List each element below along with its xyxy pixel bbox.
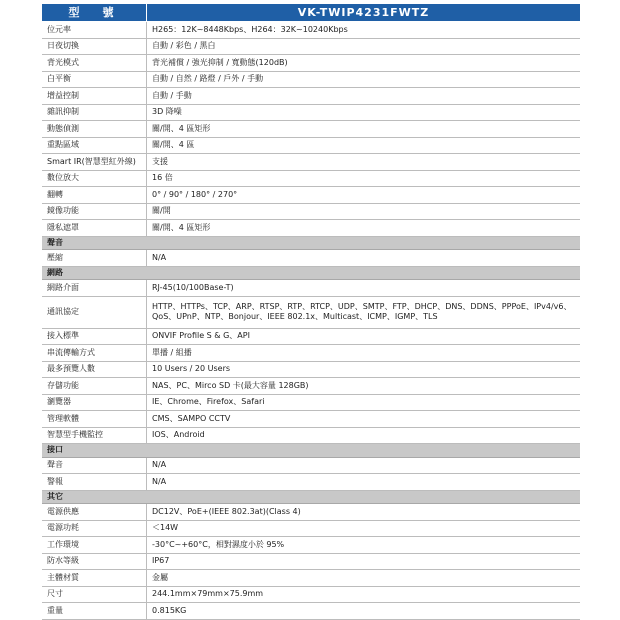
spec-label: 最多預覽人數: [42, 361, 147, 378]
spec-label: 接入標準: [42, 328, 147, 345]
spec-value: N/A: [147, 250, 581, 267]
header-row: [42, 4, 580, 22]
spec-label: 工作環境: [42, 537, 147, 554]
spec-row: [42, 394, 580, 411]
spec-label: 背光模式: [42, 55, 147, 72]
spec-label: 管理軟體: [42, 411, 147, 428]
spec-label: 增益控制: [42, 88, 147, 105]
spec-label: 尺寸: [42, 586, 147, 603]
spec-value: -30°C~+60°C，相對濕度小於 95%: [147, 537, 581, 554]
spec-value: 關/開: [147, 203, 581, 220]
spec-row: [42, 474, 580, 491]
spec-value: 金屬: [147, 570, 581, 587]
spec-row: [42, 504, 580, 521]
section-header: [42, 236, 580, 250]
spec-row: [42, 328, 580, 345]
spec-value: DC12V、PoE+(IEEE 802.3at)(Class 4): [147, 504, 581, 521]
spec-row: [42, 537, 580, 554]
spec-row: [42, 345, 580, 362]
section-title: 聲音: [42, 236, 580, 250]
spec-label: 壓縮: [42, 250, 147, 267]
spec-row: [42, 570, 580, 587]
spec-value: 支援: [147, 154, 581, 171]
spec-label: 位元率: [42, 22, 147, 39]
spec-value: 16 倍: [147, 170, 581, 187]
spec-value: 自動 / 彩色 / 黑白: [147, 38, 581, 55]
spec-label: 瀏覽器: [42, 394, 147, 411]
spec-row: [42, 378, 580, 395]
spec-row: [42, 203, 580, 220]
spec-label: 重點區域: [42, 137, 147, 154]
header-label: 型 號: [42, 4, 147, 22]
spec-value: ＜14W: [147, 520, 581, 537]
spec-value: 自動 / 手動: [147, 88, 581, 105]
spec-label: 雜訊抑制: [42, 104, 147, 121]
spec-value: CMS、SAMPO CCTV: [147, 411, 581, 428]
spec-row: [42, 88, 580, 105]
section-header: [42, 490, 580, 504]
spec-row: [42, 411, 580, 428]
spec-value: 10 Users / 20 Users: [147, 361, 581, 378]
spec-row: [42, 520, 580, 537]
spec-row: [42, 187, 580, 204]
spec-row: [42, 553, 580, 570]
spec-label: 通訊協定: [42, 296, 147, 328]
spec-value: 關/開、4 區矩形: [147, 220, 581, 237]
spec-label: 警報: [42, 474, 147, 491]
spec-row: [42, 586, 580, 603]
section-header: [42, 444, 580, 458]
spec-value: IOS、Android: [147, 427, 581, 444]
spec-row: [42, 38, 580, 55]
spec-value: 自動 / 自然 / 路燈 / 戶外 / 手動: [147, 71, 581, 88]
spec-label: 重量: [42, 603, 147, 620]
spec-row: [42, 250, 580, 267]
spec-row: [42, 296, 580, 328]
spec-table: [42, 4, 580, 620]
spec-label: 存儲功能: [42, 378, 147, 395]
spec-label: 防水等級: [42, 553, 147, 570]
spec-row: [42, 137, 580, 154]
spec-label: 鏡像功能: [42, 203, 147, 220]
spec-value: 3D 降噪: [147, 104, 581, 121]
spec-label: 電源供應: [42, 504, 147, 521]
spec-table-body: [42, 4, 580, 619]
spec-label: 網路介面: [42, 280, 147, 297]
spec-row: [42, 603, 580, 620]
spec-value: N/A: [147, 457, 581, 474]
spec-label: 數位放大: [42, 170, 147, 187]
spec-row: [42, 22, 580, 39]
spec-row: [42, 71, 580, 88]
spec-value: 0.815KG: [147, 603, 581, 620]
spec-label: 動態偵測: [42, 121, 147, 138]
spec-row: [42, 170, 580, 187]
spec-label: 白平衡: [42, 71, 147, 88]
spec-value: HTTP、HTTPs、TCP、ARP、RTSP、RTP、RTCP、UDP、SMTP、FTP、DHCP、DNS、DDNS、PPPoE、IPv4/v6、QoS、UPnP、NTP、Bonjour、IEEE 802.1x、Multicast、ICMP、IGMP、TLS: [147, 296, 581, 328]
spec-row: [42, 361, 580, 378]
spec-label: 聲音: [42, 457, 147, 474]
spec-row: [42, 154, 580, 171]
section-header: [42, 266, 580, 280]
spec-value: NAS、PC、Mirco SD 卡(最大容量 128GB): [147, 378, 581, 395]
spec-row: [42, 457, 580, 474]
spec-value: 關/開、4 區矩形: [147, 121, 581, 138]
spec-label: 串流傳輸方式: [42, 345, 147, 362]
spec-row: [42, 220, 580, 237]
section-title: 網路: [42, 266, 580, 280]
spec-value: 244.1mm×79mm×75.9mm: [147, 586, 581, 603]
spec-row: [42, 104, 580, 121]
spec-value: IE、Chrome、Firefox、Safari: [147, 394, 581, 411]
section-title: 接口: [42, 444, 580, 458]
spec-label: 電源功耗: [42, 520, 147, 537]
spec-value: 單播 / 組播: [147, 345, 581, 362]
spec-label: 翻轉: [42, 187, 147, 204]
spec-value: H265：12K~8448Kbps、H264：32K~10240Kbps: [147, 22, 581, 39]
model-name: VK-TWIP4231FWTZ: [147, 4, 581, 22]
spec-label: 日夜切換: [42, 38, 147, 55]
spec-label: Smart IR(智慧型紅外線): [42, 154, 147, 171]
spec-value: ONVIF Profile S & G、API: [147, 328, 581, 345]
spec-row: [42, 55, 580, 72]
spec-row: [42, 427, 580, 444]
spec-value: RJ-45(10/100Base-T): [147, 280, 581, 297]
spec-row: [42, 280, 580, 297]
spec-value: N/A: [147, 474, 581, 491]
section-title: 其它: [42, 490, 580, 504]
spec-value: IP67: [147, 553, 581, 570]
spec-label: 隱私遮罩: [42, 220, 147, 237]
spec-label: 主體材質: [42, 570, 147, 587]
spec-value: 關/開、4 區: [147, 137, 581, 154]
spec-value: 背光補償 / 強光抑制 / 寬動態(120dB): [147, 55, 581, 72]
spec-label: 智慧型手機監控: [42, 427, 147, 444]
spec-row: [42, 121, 580, 138]
spec-value: 0° / 90° / 180° / 270°: [147, 187, 581, 204]
